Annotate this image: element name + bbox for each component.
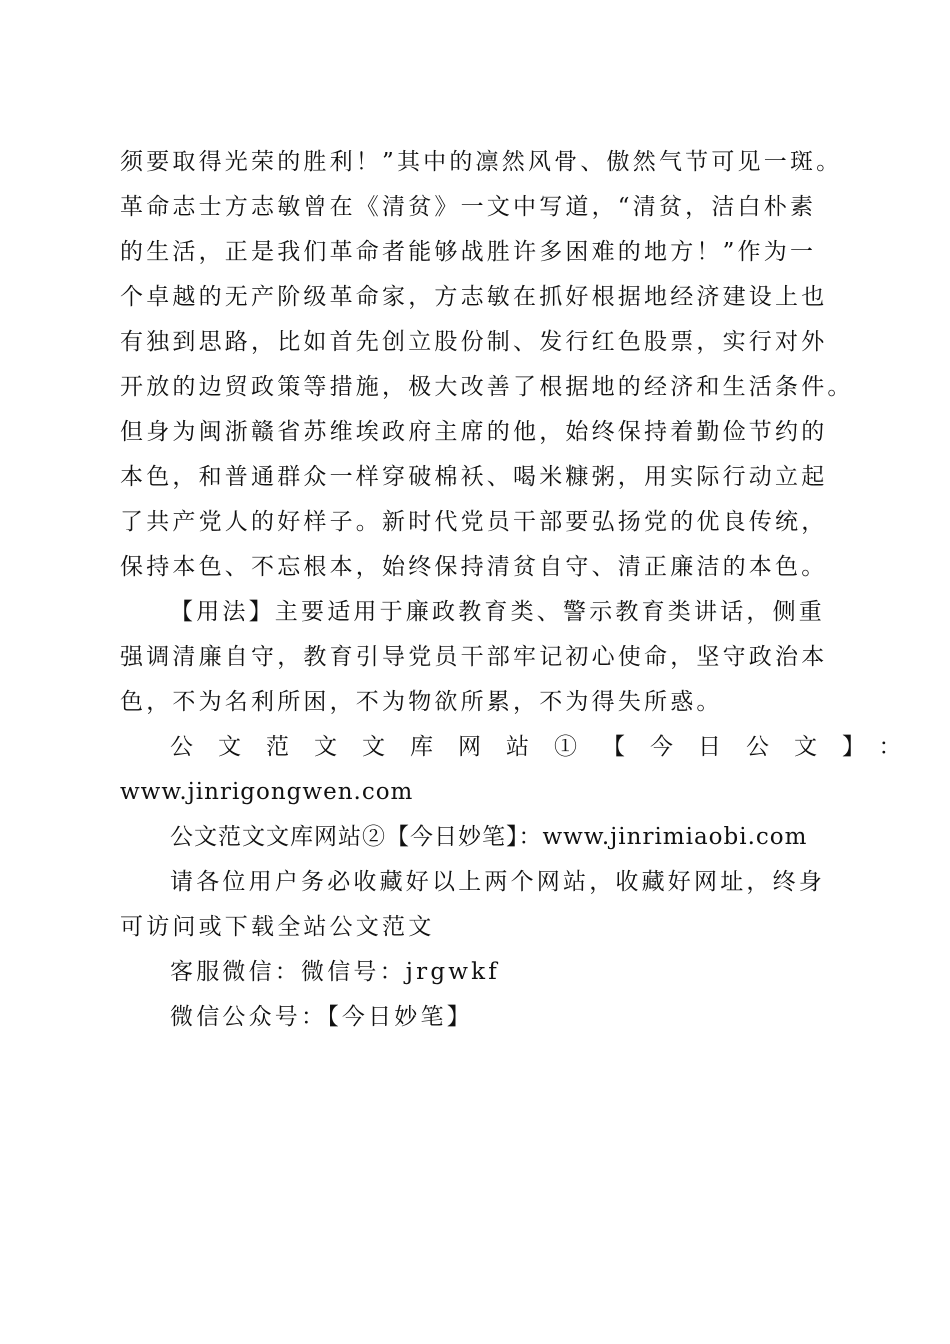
text-line: 【用法】主要适用于廉政教育类、警示教育类讲话，侧重 [170, 599, 825, 625]
text-line: 了共产党人的好样子。新时代党员干部要弘扬党的优良传统， [120, 509, 828, 535]
text-line: 有独到思路，比如首先创立股份制、发行红色股票，实行对外 [120, 329, 828, 355]
text-line: 须要取得光荣的胜利！”其中的凛然风骨、傲然气节可见一斑。 [120, 149, 843, 175]
wechat-official-account: 微信公众号：【今日妙笔】 [170, 1004, 473, 1030]
text-line: 但身为闽浙赣省苏维埃政府主席的他，始终保持着勤俭节约的 [120, 419, 828, 445]
site-one-notice [120, 725, 927, 815]
site-two-notice[interactable]: 公文范文文库网站②【今日妙笔】：www.jinrimiaobi.com [170, 824, 808, 850]
text-line: 请各位用户务必收藏好以上两个网站，收藏好网址，终身 [170, 869, 825, 895]
paragraph-usage [120, 590, 840, 725]
text-line: 可访问或下载全站公文范文 [120, 914, 435, 940]
text-line: 本色，和普通群众一样穿破棉袄、喝米糠粥，用实际行动立起 [120, 464, 828, 490]
bookmark-notice [120, 860, 840, 950]
wechat-service-id: 客服微信：微信号：jrgwkf [170, 959, 500, 985]
text-line: 革命志士方志敏曾在《清贫》一文中写道，“清贫，洁白朴素 [120, 194, 817, 220]
paragraph-fang-zhimin [120, 140, 854, 590]
text-line: 的生活，正是我们革命者能够战胜许多困难的地方！”作为一 [120, 239, 817, 265]
text-line: 个卓越的无产阶级革命家，方志敏在抓好根据地经济建设上也 [120, 284, 828, 310]
site-one-url[interactable]: www.jinrigongwen.com [120, 779, 414, 805]
text-line: 强调清廉自守，教育引导党员干部牢记初心使命，坚守政治本 [120, 644, 828, 670]
site-one-label: 公文范文文库网站①【今日公文】： [170, 734, 927, 760]
text-line: 色，不为名利所困，不为物欲所累，不为得失所惑。 [120, 689, 723, 715]
text-line: 开放的边贸政策等措施，极大改善了根据地的经济和生活条件。 [120, 374, 854, 400]
text-line: 保持本色、不忘根本，始终保持清贫自守、清正廉洁的本色。 [120, 554, 828, 580]
document-body [120, 140, 927, 1040]
